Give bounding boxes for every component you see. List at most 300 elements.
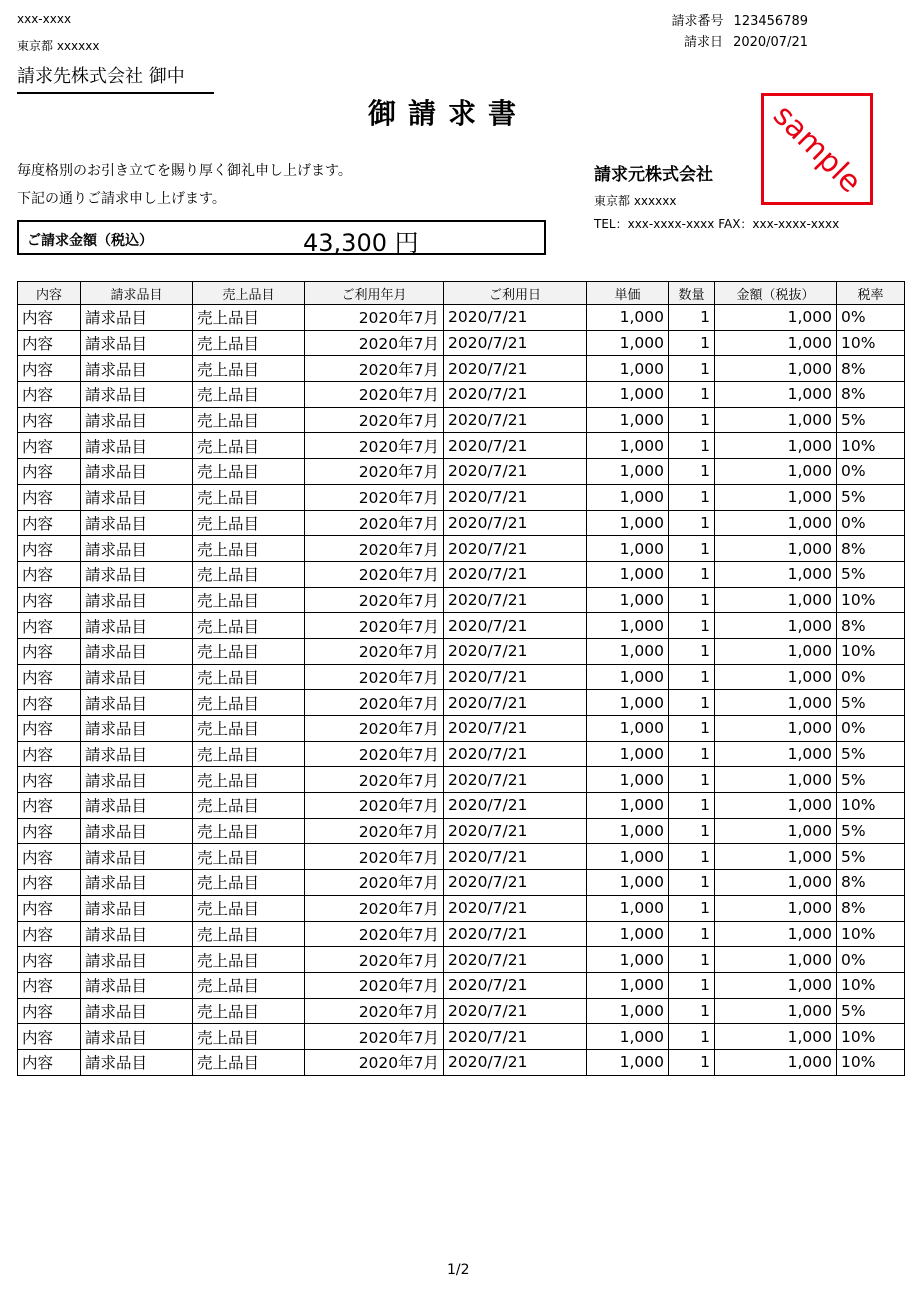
recipient-name: 請求先株式会社 御中: [17, 62, 214, 94]
table-row: [18, 305, 905, 331]
col-unit-price-cell: 1,000: [587, 870, 669, 896]
col-unit-price-cell: 1,000: [587, 767, 669, 793]
col-billing-item-cell: 請求品目: [81, 716, 193, 742]
col-usage-date-cell: 2020/7/21: [444, 895, 587, 921]
col-unit-price-cell: 1,000: [587, 998, 669, 1024]
col-amount-cell: 1,000: [715, 793, 837, 819]
col-tax-rate-cell: 10%: [837, 587, 905, 613]
table-row: [18, 818, 905, 844]
col-unit-price-cell: 1,000: [587, 664, 669, 690]
col-usage-month-cell: 2020年7月: [305, 972, 444, 998]
col-tax-rate-cell: 10%: [837, 972, 905, 998]
col-amount-cell: 1,000: [715, 433, 837, 459]
invoice-number-value: 123456789: [733, 14, 808, 29]
col-sales-item-cell: 売上品目: [193, 947, 305, 973]
col-usage-date-cell: 2020/7/21: [444, 356, 587, 382]
col-sales-item-cell: 売上品目: [193, 664, 305, 690]
col-unit-price-cell: 1,000: [587, 1049, 669, 1075]
table-row: [18, 741, 905, 767]
col-billing-item-cell: 請求品目: [81, 433, 193, 459]
table-row: [18, 972, 905, 998]
col-usage-date-cell: 2020/7/21: [444, 716, 587, 742]
col-unit-price-cell: 1,000: [587, 638, 669, 664]
col-content-cell: 内容: [18, 690, 81, 716]
col-billing-item-cell: 請求品目: [81, 972, 193, 998]
col-usage-month-cell: 2020年7月: [305, 382, 444, 408]
col-usage-month-cell: 2020年7月: [305, 407, 444, 433]
col-unit-price-cell: 1,000: [587, 690, 669, 716]
col-quantity-cell: 1: [669, 793, 715, 819]
col-quantity-cell: 1: [669, 870, 715, 896]
col-usage-month-cell: 2020年7月: [305, 510, 444, 536]
col-sales-item-cell: 売上品目: [193, 716, 305, 742]
col-tax-rate-cell: 10%: [837, 433, 905, 459]
col-sales-item-cell: 売上品目: [193, 895, 305, 921]
col-content-cell: 内容: [18, 664, 81, 690]
col-tax-rate-cell: 5%: [837, 741, 905, 767]
col-usage-month-cell: 2020年7月: [305, 459, 444, 485]
col-usage-month-cell: 2020年7月: [305, 330, 444, 356]
col-quantity-cell: 1: [669, 690, 715, 716]
col-unit-price-cell: 1,000: [587, 844, 669, 870]
col-amount-cell: 1,000: [715, 741, 837, 767]
col-unit-price-cell: 1,000: [587, 716, 669, 742]
col-usage-month-cell: 2020年7月: [305, 895, 444, 921]
col-tax-rate-cell: 0%: [837, 459, 905, 485]
col-usage-date-cell: 2020/7/21: [444, 921, 587, 947]
col-sales-item-cell: 売上品目: [193, 613, 305, 639]
table-row: [18, 407, 905, 433]
col-content-cell: 内容: [18, 356, 81, 382]
col-content-cell: 内容: [18, 613, 81, 639]
col-usage-month-cell: 2020年7月: [305, 1024, 444, 1050]
col-quantity-cell: 1: [669, 716, 715, 742]
col-content-cell: 内容: [18, 484, 81, 510]
col-amount-cell: 1,000: [715, 1024, 837, 1050]
col-unit-price-cell: 1,000: [587, 330, 669, 356]
col-tax-rate-cell: 5%: [837, 844, 905, 870]
col-billing-item-cell: 請求品目: [81, 459, 193, 485]
col-unit-price-cell: 1,000: [587, 972, 669, 998]
greeting-line-2: 下記の通りご請求申し上げます。: [17, 191, 226, 207]
col-unit-price-cell: 1,000: [587, 818, 669, 844]
col-usage-month-header: ご利用年月: [305, 282, 444, 305]
col-content-cell: 内容: [18, 793, 81, 819]
col-sales-item-cell: 売上品目: [193, 356, 305, 382]
col-unit-price-cell: 1,000: [587, 305, 669, 331]
greeting-line-1: 毎度格別のお引き立てを賜り厚く御礼申し上げます。: [17, 163, 352, 179]
col-tax-rate-cell: 5%: [837, 690, 905, 716]
col-billing-item-cell: 請求品目: [81, 407, 193, 433]
col-amount-cell: 1,000: [715, 330, 837, 356]
col-sales-item-cell: 売上品目: [193, 561, 305, 587]
col-unit-price-cell: 1,000: [587, 536, 669, 562]
col-unit-price-header: 単価: [587, 282, 669, 305]
col-usage-month-cell: 2020年7月: [305, 587, 444, 613]
table-row: [18, 870, 905, 896]
col-usage-month-cell: 2020年7月: [305, 690, 444, 716]
col-usage-date-cell: 2020/7/21: [444, 407, 587, 433]
col-sales-item-cell: 売上品目: [193, 998, 305, 1024]
col-quantity-cell: 1: [669, 613, 715, 639]
col-amount-cell: 1,000: [715, 716, 837, 742]
col-amount-cell: 1,000: [715, 484, 837, 510]
col-content-cell: 内容: [18, 895, 81, 921]
table-row: [18, 561, 905, 587]
col-quantity-cell: 1: [669, 818, 715, 844]
col-billing-item-header: 請求品目: [81, 282, 193, 305]
col-sales-item-header: 売上品目: [193, 282, 305, 305]
col-amount-cell: 1,000: [715, 921, 837, 947]
col-quantity-cell: 1: [669, 510, 715, 536]
col-tax-rate-cell: 0%: [837, 664, 905, 690]
stamp-text: sample: [766, 98, 868, 200]
col-sales-item-cell: 売上品目: [193, 1024, 305, 1050]
col-usage-date-cell: 2020/7/21: [444, 664, 587, 690]
col-usage-date-header: ご利用日: [444, 282, 587, 305]
col-amount-cell: 1,000: [715, 305, 837, 331]
col-content-cell: 内容: [18, 998, 81, 1024]
col-sales-item-cell: 売上品目: [193, 330, 305, 356]
col-billing-item-cell: 請求品目: [81, 330, 193, 356]
col-quantity-header: 数量: [669, 282, 715, 305]
col-content-cell: 内容: [18, 870, 81, 896]
col-usage-date-cell: 2020/7/21: [444, 459, 587, 485]
col-quantity-cell: 1: [669, 407, 715, 433]
invoice-date-label: 請求日: [684, 35, 724, 50]
col-usage-date-cell: 2020/7/21: [444, 690, 587, 716]
col-content-cell: 内容: [18, 818, 81, 844]
col-usage-month-cell: 2020年7月: [305, 638, 444, 664]
col-amount-cell: 1,000: [715, 972, 837, 998]
col-billing-item-cell: 請求品目: [81, 1024, 193, 1050]
table-row: [18, 998, 905, 1024]
col-sales-item-cell: 売上品目: [193, 972, 305, 998]
col-unit-price-cell: 1,000: [587, 921, 669, 947]
col-unit-price-cell: 1,000: [587, 895, 669, 921]
col-usage-date-cell: 2020/7/21: [444, 638, 587, 664]
col-tax-rate-cell: 5%: [837, 561, 905, 587]
col-tax-rate-cell: 5%: [837, 767, 905, 793]
col-usage-date-cell: 2020/7/21: [444, 998, 587, 1024]
invoice-date: [684, 31, 808, 50]
col-usage-date-cell: 2020/7/21: [444, 1049, 587, 1075]
col-unit-price-cell: 1,000: [587, 484, 669, 510]
col-usage-date-cell: 2020/7/21: [444, 536, 587, 562]
col-unit-price-cell: 1,000: [587, 356, 669, 382]
col-sales-item-cell: 売上品目: [193, 793, 305, 819]
col-unit-price-cell: 1,000: [587, 793, 669, 819]
col-amount-cell: 1,000: [715, 587, 837, 613]
table-body: [18, 305, 905, 1076]
table-row: [18, 484, 905, 510]
table-header-row: [18, 282, 905, 305]
table-row: [18, 793, 905, 819]
col-quantity-cell: 1: [669, 433, 715, 459]
recipient-postal-code: xxx-xxxx: [17, 12, 72, 26]
col-usage-month-cell: 2020年7月: [305, 767, 444, 793]
col-usage-date-cell: 2020/7/21: [444, 587, 587, 613]
col-content-cell: 内容: [18, 716, 81, 742]
col-unit-price-cell: 1,000: [587, 587, 669, 613]
col-content-cell: 内容: [18, 844, 81, 870]
col-sales-item-cell: 売上品目: [193, 484, 305, 510]
table-row: [18, 921, 905, 947]
table-row: [18, 1049, 905, 1075]
col-billing-item-cell: 請求品目: [81, 870, 193, 896]
col-amount-cell: 1,000: [715, 356, 837, 382]
billing-amount-label: ご請求金額（税込）: [27, 233, 153, 249]
col-tax-rate-cell: 5%: [837, 407, 905, 433]
col-amount-cell: 1,000: [715, 510, 837, 536]
col-content-cell: 内容: [18, 561, 81, 587]
col-tax-rate-cell: 5%: [837, 484, 905, 510]
col-amount-cell: 1,000: [715, 536, 837, 562]
col-billing-item-cell: 請求品目: [81, 638, 193, 664]
table-row: [18, 510, 905, 536]
col-billing-item-cell: 請求品目: [81, 767, 193, 793]
col-tax-rate-cell: 8%: [837, 356, 905, 382]
col-content-cell: 内容: [18, 921, 81, 947]
col-sales-item-cell: 売上品目: [193, 382, 305, 408]
col-content-cell: 内容: [18, 638, 81, 664]
col-content-cell: 内容: [18, 741, 81, 767]
table-row: [18, 947, 905, 973]
col-unit-price-cell: 1,000: [587, 613, 669, 639]
billing-amount-value: 43,300 円: [303, 229, 419, 257]
col-billing-item-cell: 請求品目: [81, 510, 193, 536]
col-quantity-cell: 1: [669, 330, 715, 356]
billing-amount-box: [17, 220, 546, 255]
col-quantity-cell: 1: [669, 921, 715, 947]
col-tax-rate-cell: 8%: [837, 536, 905, 562]
col-usage-month-cell: 2020年7月: [305, 305, 444, 331]
col-sales-item-cell: 売上品目: [193, 536, 305, 562]
col-quantity-cell: 1: [669, 536, 715, 562]
col-usage-date-cell: 2020/7/21: [444, 972, 587, 998]
col-sales-item-cell: 売上品目: [193, 407, 305, 433]
col-usage-month-cell: 2020年7月: [305, 536, 444, 562]
col-content-cell: 内容: [18, 459, 81, 485]
col-content-cell: 内容: [18, 330, 81, 356]
col-usage-month-cell: 2020年7月: [305, 947, 444, 973]
col-usage-date-cell: 2020/7/21: [444, 613, 587, 639]
issuer-contact: TEL：xxx-xxxx-xxxx FAX：xxx-xxxx-xxxx: [594, 217, 840, 231]
col-billing-item-cell: 請求品目: [81, 305, 193, 331]
col-content-cell: 内容: [18, 1049, 81, 1075]
col-tax-rate-cell: 10%: [837, 638, 905, 664]
table-row: [18, 459, 905, 485]
col-usage-date-cell: 2020/7/21: [444, 561, 587, 587]
col-sales-item-cell: 売上品目: [193, 1049, 305, 1075]
col-unit-price-cell: 1,000: [587, 561, 669, 587]
col-amount-cell: 1,000: [715, 870, 837, 896]
col-quantity-cell: 1: [669, 638, 715, 664]
col-billing-item-cell: 請求品目: [81, 536, 193, 562]
col-usage-date-cell: 2020/7/21: [444, 433, 587, 459]
col-usage-date-cell: 2020/7/21: [444, 793, 587, 819]
col-tax-rate-cell: 10%: [837, 1024, 905, 1050]
col-billing-item-cell: 請求品目: [81, 664, 193, 690]
col-quantity-cell: 1: [669, 459, 715, 485]
col-quantity-cell: 1: [669, 664, 715, 690]
col-quantity-cell: 1: [669, 484, 715, 510]
invoice-items-table: [17, 281, 905, 1076]
col-usage-date-cell: 2020/7/21: [444, 1024, 587, 1050]
col-unit-price-cell: 1,000: [587, 741, 669, 767]
col-amount-header: 金額（税抜）: [715, 282, 837, 305]
table-row: [18, 536, 905, 562]
col-content-cell: 内容: [18, 433, 81, 459]
col-content-cell: 内容: [18, 305, 81, 331]
table-row: [18, 356, 905, 382]
col-sales-item-cell: 売上品目: [193, 433, 305, 459]
col-quantity-cell: 1: [669, 382, 715, 408]
col-usage-month-cell: 2020年7月: [305, 844, 444, 870]
col-sales-item-cell: 売上品目: [193, 587, 305, 613]
col-usage-date-cell: 2020/7/21: [444, 305, 587, 331]
col-usage-month-cell: 2020年7月: [305, 921, 444, 947]
col-billing-item-cell: 請求品目: [81, 793, 193, 819]
col-billing-item-cell: 請求品目: [81, 844, 193, 870]
col-usage-date-cell: 2020/7/21: [444, 382, 587, 408]
col-sales-item-cell: 売上品目: [193, 741, 305, 767]
col-billing-item-cell: 請求品目: [81, 561, 193, 587]
col-tax-rate-cell: 8%: [837, 870, 905, 896]
table-row: [18, 433, 905, 459]
col-quantity-cell: 1: [669, 561, 715, 587]
col-amount-cell: 1,000: [715, 818, 837, 844]
col-billing-item-cell: 請求品目: [81, 947, 193, 973]
col-quantity-cell: 1: [669, 741, 715, 767]
col-tax-rate-cell: 0%: [837, 510, 905, 536]
col-sales-item-cell: 売上品目: [193, 638, 305, 664]
col-usage-date-cell: 2020/7/21: [444, 330, 587, 356]
col-billing-item-cell: 請求品目: [81, 690, 193, 716]
col-sales-item-cell: 売上品目: [193, 459, 305, 485]
col-content-cell: 内容: [18, 382, 81, 408]
col-quantity-cell: 1: [669, 1024, 715, 1050]
col-billing-item-cell: 請求品目: [81, 998, 193, 1024]
invoice-number: [672, 10, 808, 29]
col-quantity-cell: 1: [669, 587, 715, 613]
col-content-cell: 内容: [18, 407, 81, 433]
table-row: [18, 382, 905, 408]
col-tax-rate-cell: 10%: [837, 921, 905, 947]
col-content-cell: 内容: [18, 972, 81, 998]
recipient-address: 東京都 xxxxxx: [17, 39, 100, 53]
col-unit-price-cell: 1,000: [587, 510, 669, 536]
col-tax-rate-cell: 10%: [837, 1049, 905, 1075]
col-tax-rate-cell: 5%: [837, 998, 905, 1024]
col-amount-cell: 1,000: [715, 613, 837, 639]
col-amount-cell: 1,000: [715, 407, 837, 433]
col-unit-price-cell: 1,000: [587, 459, 669, 485]
col-tax-rate-cell: 0%: [837, 305, 905, 331]
col-billing-item-cell: 請求品目: [81, 587, 193, 613]
col-amount-cell: 1,000: [715, 690, 837, 716]
col-usage-date-cell: 2020/7/21: [444, 510, 587, 536]
col-tax-rate-cell: 5%: [837, 818, 905, 844]
col-quantity-cell: 1: [669, 767, 715, 793]
col-content-cell: 内容: [18, 1024, 81, 1050]
col-quantity-cell: 1: [669, 895, 715, 921]
col-usage-month-cell: 2020年7月: [305, 664, 444, 690]
col-unit-price-cell: 1,000: [587, 407, 669, 433]
col-sales-item-cell: 売上品目: [193, 305, 305, 331]
col-unit-price-cell: 1,000: [587, 947, 669, 973]
col-sales-item-cell: 売上品目: [193, 510, 305, 536]
col-content-cell: 内容: [18, 767, 81, 793]
col-sales-item-cell: 売上品目: [193, 690, 305, 716]
table-row: [18, 613, 905, 639]
col-usage-date-cell: 2020/7/21: [444, 818, 587, 844]
col-usage-date-cell: 2020/7/21: [444, 870, 587, 896]
col-usage-month-cell: 2020年7月: [305, 613, 444, 639]
col-usage-month-cell: 2020年7月: [305, 1049, 444, 1075]
col-usage-month-cell: 2020年7月: [305, 818, 444, 844]
col-amount-cell: 1,000: [715, 664, 837, 690]
col-tax-rate-header: 税率: [837, 282, 905, 305]
col-usage-month-cell: 2020年7月: [305, 561, 444, 587]
col-amount-cell: 1,000: [715, 459, 837, 485]
col-content-cell: 内容: [18, 510, 81, 536]
col-content-header: 内容: [18, 282, 81, 305]
col-amount-cell: 1,000: [715, 844, 837, 870]
col-content-cell: 内容: [18, 947, 81, 973]
col-quantity-cell: 1: [669, 972, 715, 998]
col-amount-cell: 1,000: [715, 1049, 837, 1075]
col-tax-rate-cell: 8%: [837, 382, 905, 408]
col-tax-rate-cell: 10%: [837, 330, 905, 356]
col-amount-cell: 1,000: [715, 382, 837, 408]
col-tax-rate-cell: 8%: [837, 613, 905, 639]
document-title: 御請求書: [368, 97, 529, 130]
col-content-cell: 内容: [18, 587, 81, 613]
col-billing-item-cell: 請求品目: [81, 613, 193, 639]
col-usage-month-cell: 2020年7月: [305, 433, 444, 459]
col-usage-date-cell: 2020/7/21: [444, 484, 587, 510]
col-quantity-cell: 1: [669, 1049, 715, 1075]
issuer-address: 東京都 xxxxxx: [594, 194, 677, 208]
table-row: [18, 767, 905, 793]
col-amount-cell: 1,000: [715, 998, 837, 1024]
col-billing-item-cell: 請求品目: [81, 895, 193, 921]
col-tax-rate-cell: 0%: [837, 947, 905, 973]
col-billing-item-cell: 請求品目: [81, 818, 193, 844]
col-amount-cell: 1,000: [715, 895, 837, 921]
col-unit-price-cell: 1,000: [587, 433, 669, 459]
col-usage-date-cell: 2020/7/21: [444, 947, 587, 973]
col-quantity-cell: 1: [669, 305, 715, 331]
col-quantity-cell: 1: [669, 356, 715, 382]
col-billing-item-cell: 請求品目: [81, 921, 193, 947]
col-usage-date-cell: 2020/7/21: [444, 767, 587, 793]
col-billing-item-cell: 請求品目: [81, 356, 193, 382]
col-quantity-cell: 1: [669, 947, 715, 973]
table-row: [18, 638, 905, 664]
col-amount-cell: 1,000: [715, 561, 837, 587]
issuer-name: 請求元株式会社: [594, 165, 713, 185]
table-row: [18, 716, 905, 742]
col-billing-item-cell: 請求品目: [81, 1049, 193, 1075]
table-row: [18, 330, 905, 356]
col-billing-item-cell: 請求品目: [81, 741, 193, 767]
col-tax-rate-cell: 8%: [837, 895, 905, 921]
col-amount-cell: 1,000: [715, 767, 837, 793]
col-billing-item-cell: 請求品目: [81, 484, 193, 510]
col-tax-rate-cell: 10%: [837, 793, 905, 819]
